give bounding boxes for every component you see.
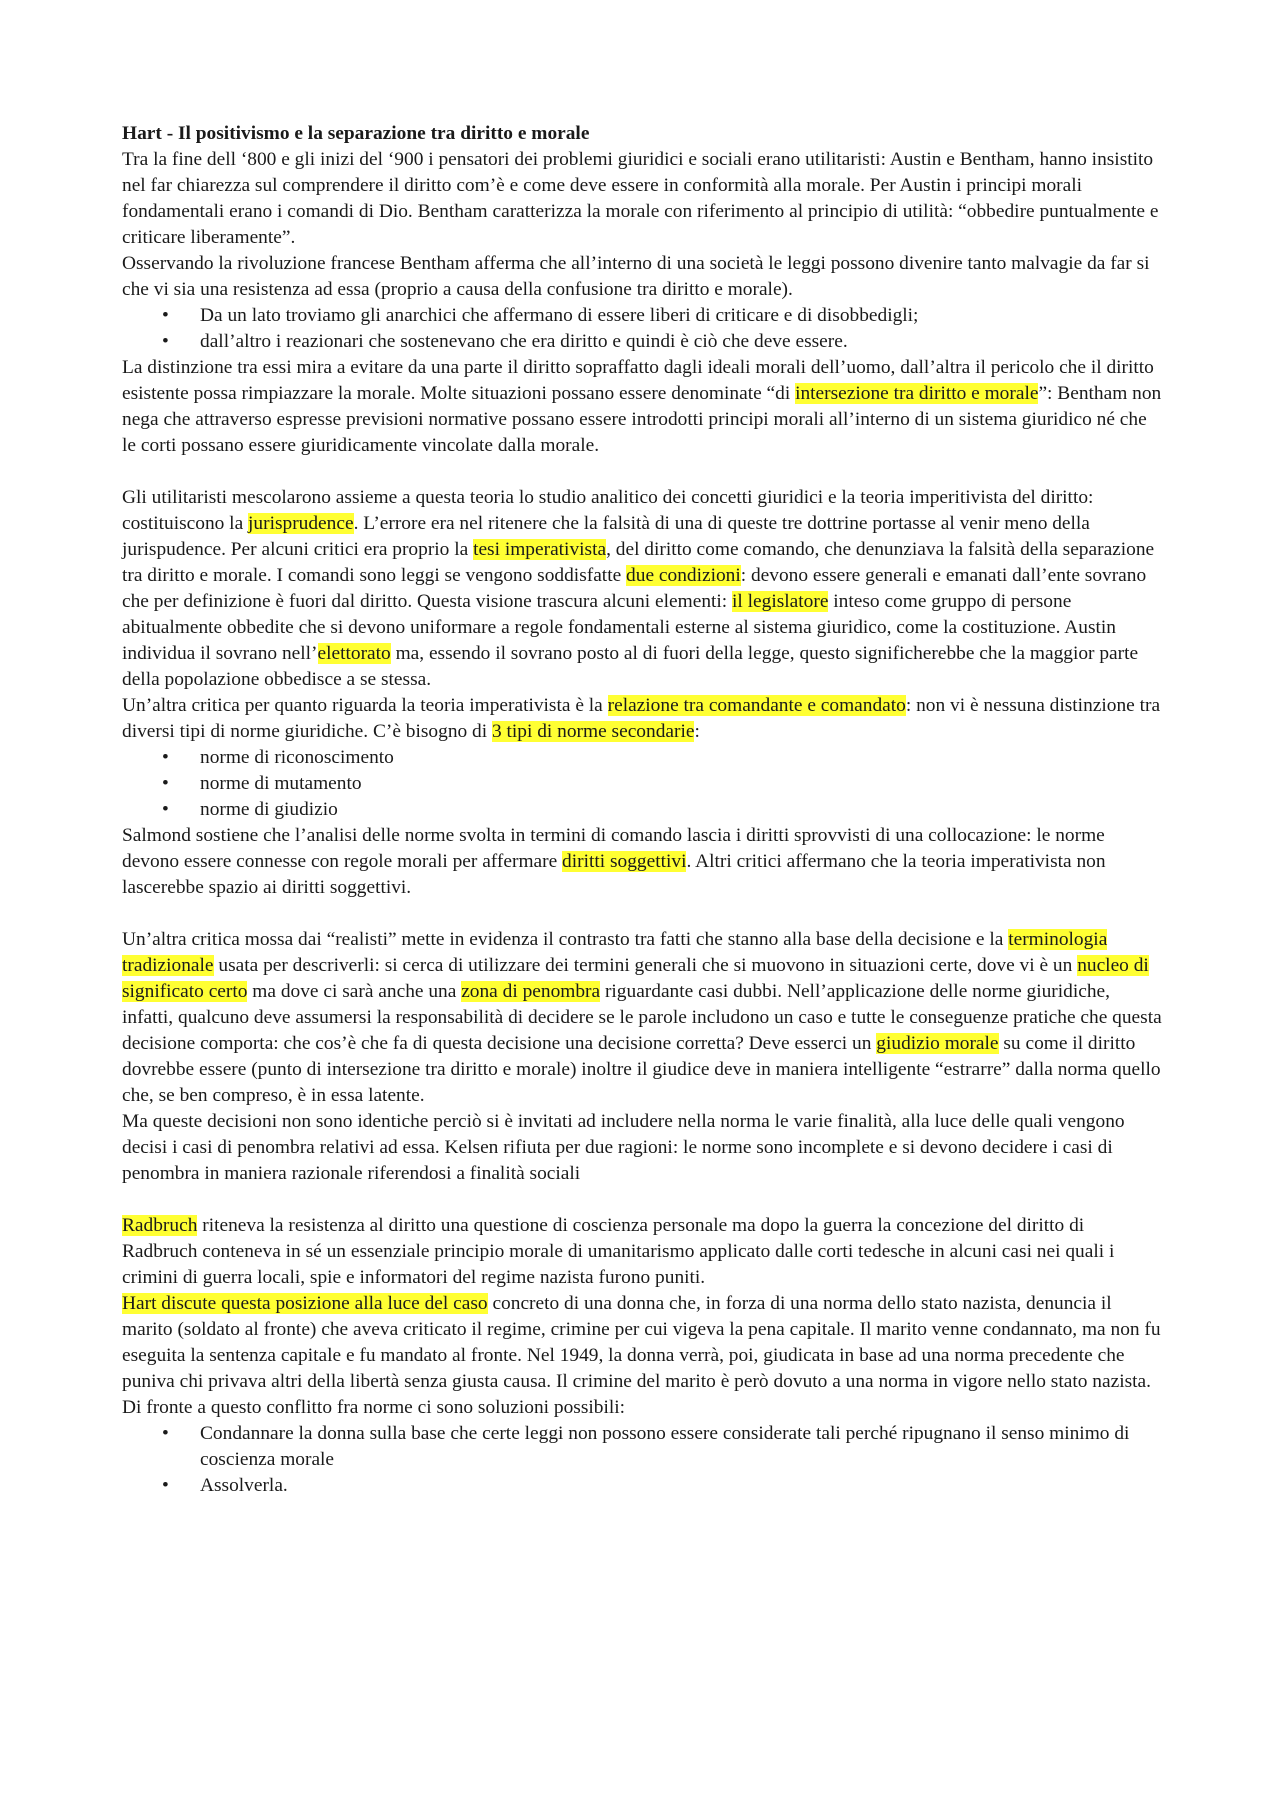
document-title: Hart - Il positivismo e la separazione tra diritto e morale <box>122 123 590 144</box>
bullet-icon: • <box>162 1423 169 1444</box>
highlight: diritti soggettivi <box>562 851 687 872</box>
list-item: • norme di riconoscimento <box>122 745 1162 771</box>
bullet-icon: • <box>162 773 169 794</box>
list-item: • dall’altro i reazionari che sostenevano che era diritto e quindi è ciò che deve essere. <box>122 329 1162 355</box>
paragraph-imperative-critique: Un’altra critica per quanto riguarda la teoria imperativista è la relazione tra comandante e comandato: non vi è nessuna distinzione tra diversi tipi di norme giuridiche. C’è bisogno di 3 tipi di norme secondarie: <box>122 695 1161 742</box>
highlight: 3 tipi di norme secondarie <box>491 721 695 742</box>
list-item: • Da un lato troviamo gli anarchici che affermano di essere liberi di criticare e di disobbedigli; <box>122 303 1162 329</box>
list-item: • norme di mutamento <box>122 771 1162 797</box>
highlight: relazione tra comandante e comandato <box>607 695 906 716</box>
paragraph-kelsen: Ma queste decisioni non sono identiche perciò si è invitati ad includere nella norma le varie finalità, alla luce delle quali vengono decisi i casi di penombra relativi ad essa. Kelsen rifiuta per due ragioni: le norme sono incomplete e si devono decidere i casi di penombra in maniera razionale riferendosi a finalità sociali <box>122 1111 1125 1184</box>
paragraph-distinction: La distinzione tra essi mira a evitare da una parte il diritto sopraffatto dagli ideali morali dell’uomo, dall’altra il pericolo che il diritto esistente possa rimpiazzare la morale. Molte situazioni possano essere denominate “di intersezione tra diritto e morale”: Bentham non nega che attraverso espresse previsioni normative possano essere introdotti principi morali all’interno di un sistema giuridico né che le corti possano essere giuridicamente vincolate dalla morale. <box>122 357 1162 456</box>
bullet-icon: • <box>162 1475 169 1496</box>
bullet-list-solutions <box>122 1421 1162 1499</box>
list-item: • norme di giudizio <box>122 797 1162 823</box>
highlight: elettorato <box>317 643 391 664</box>
paragraph-gap <box>122 901 1162 927</box>
highlight: nucleo di significato certo <box>122 955 1149 1002</box>
bullet-icon: • <box>162 799 169 820</box>
bullet-icon: • <box>162 305 169 326</box>
highlight: tesi imperativista <box>473 539 607 560</box>
highlight: jurisprudence <box>248 513 354 534</box>
list-item: • Condannare la donna sulla base che certe leggi non possono essere considerate tali perché ripugnano il senso minimo di coscienza morale <box>162 1423 1130 1470</box>
bullet-list-positions <box>122 303 1162 355</box>
bullet-icon: • <box>162 331 169 352</box>
document-page <box>122 121 1162 1499</box>
highlight: Radbruch <box>122 1215 198 1236</box>
paragraph-utilitarians: Gli utilitaristi mescolarono assieme a questa teoria lo studio analitico dei concetti giuridici e la teoria imperitivista del diritto: costituiscono la jurisprudence. L’errore era nel ritenere che la falsità di una di queste tre dottrine portasse al venir meno della jurispudence. Per alcuni critici era proprio la tesi imperativista, del diritto come comando, che denunziava la falsità della separazione tra diritto e morale. I comandi sono leggi se vengono soddisfatte due condizioni: devono essere generali e emanati dall’ente sovrano che per definizione è fuori dal diritto. Questa visione trascura alcuni elementi: il legislatore inteso come gruppo di persone abitualmente obbedite che si devono uniformare a regole fondamentali esterne al sistema giuridico, come la costituzione. Austin individua il sovrano nell’elettorato ma, essendo il sovrano posto al di fuori della legge, questo significherebbe che la maggior parte della popolazione obbedisce a se stessa. <box>122 487 1155 690</box>
bullet-list-secondary-norms <box>122 745 1162 823</box>
highlight: Hart discute questa posizione alla luce del caso <box>122 1293 488 1314</box>
highlight: il legislatore <box>732 591 829 612</box>
paragraph-french-revolution: Osservando la rivoluzione francese Bentham afferma che all’interno di una società le leggi possono divenire tanto malvagie da far si che vi sia una resistenza ad essa (proprio a causa della confusione tra diritto e morale). <box>122 253 1150 300</box>
paragraph-salmond: Salmond sostiene che l’analisi delle norme svolta in termini di comando lascia i diritti sprovvisti di una collocazione: le norme devono essere connesse con regole morali per affermare diritti soggettivi. Altri critici affermano che la teoria imperativista non lascerebbe spazio ai diritti soggettivi. <box>122 825 1106 898</box>
paragraph-radbruch: Radbruch riteneva la resistenza al diritto una questione di coscienza personale ma dopo la guerra la concezione del diritto di Radbruch conteneva in sé un essenziale principio morale di umanitarismo applicato dalle corti tedesche in alcuni casi nei quali i crimini di guerra locali, spie e informatori del regime nazista furono puniti. <box>122 1215 1115 1288</box>
paragraph-intro: Tra la fine dell ‘800 e gli inizi del ‘900 i pensatori dei problemi giuridici e sociali erano utilitaristi: Austin e Bentham, hanno insistito nel far chiarezza sul comprendere il diritto com’è e come deve essere in conformità alla morale. Per Austin i principi morali fondamentali erano i comandi di Dio. Bentham caratterizza la morale con riferimento al principio di utilità: “obbedire puntualmente e criticare liberamente”. <box>122 149 1159 248</box>
list-item: • Assolverla. <box>122 1473 1162 1499</box>
paragraph-hart-case: Hart discute questa posizione alla luce del caso concreto di una donna che, in forza di una norma dello stato nazista, denuncia il marito (soldato al fronte) che aveva criticato il regime, crimine per cui vigeva la pena capitale. Il marito venne condannato, ma non fu eseguita la sentenza capitale e fu mandato al fronte. Nel 1949, la donna verrà, poi, giudicata in base ad una norma precedente che puniva chi privava altri della libertà senza giusta causa. Il crimine del marito è però dovuto a una norma in vigore nello stato nazista. Di fronte a questo conflitto fra norme ci sono soluzioni possibili: <box>122 1293 1161 1418</box>
highlight: terminologia tradizionale <box>122 929 1108 976</box>
paragraph-gap <box>122 459 1162 485</box>
bullet-icon: • <box>162 747 169 768</box>
highlight: zona di penombra <box>461 981 601 1002</box>
paragraph-realists: Un’altra critica mossa dai “realisti” mette in evidenza il contrasto tra fatti che stanno alla base della decisione e la terminologia tradizionale usata per descriverli: si cerca di utilizzare dei termini generali che si muovono in situazioni certe, dove vi è un nucleo di significato certo ma dove ci sarà anche una zona di penombra riguardante casi dubbi. Nell’applicazione delle norme giuridiche, infatti, qualcuno deve assumersi la responsabilità di decidere se le parole includono un caso e tutte le conseguenze pratiche che questa decisione comporta: che cos’è che fa di questa decisione una decisione corretta? Deve esserci un giudizio morale su come il diritto dovrebbe essere (punto di intersezione tra diritto e morale) inoltre il giudice deve in maniera intelligente “estrarre” dalla norma quello che, se ben compreso, è in essa latente. <box>122 929 1162 1106</box>
paragraph-gap <box>122 1187 1162 1213</box>
highlight: due condizioni <box>626 565 741 586</box>
highlight: intersezione tra diritto e morale <box>795 383 1039 404</box>
highlight: giudizio morale <box>876 1033 999 1054</box>
